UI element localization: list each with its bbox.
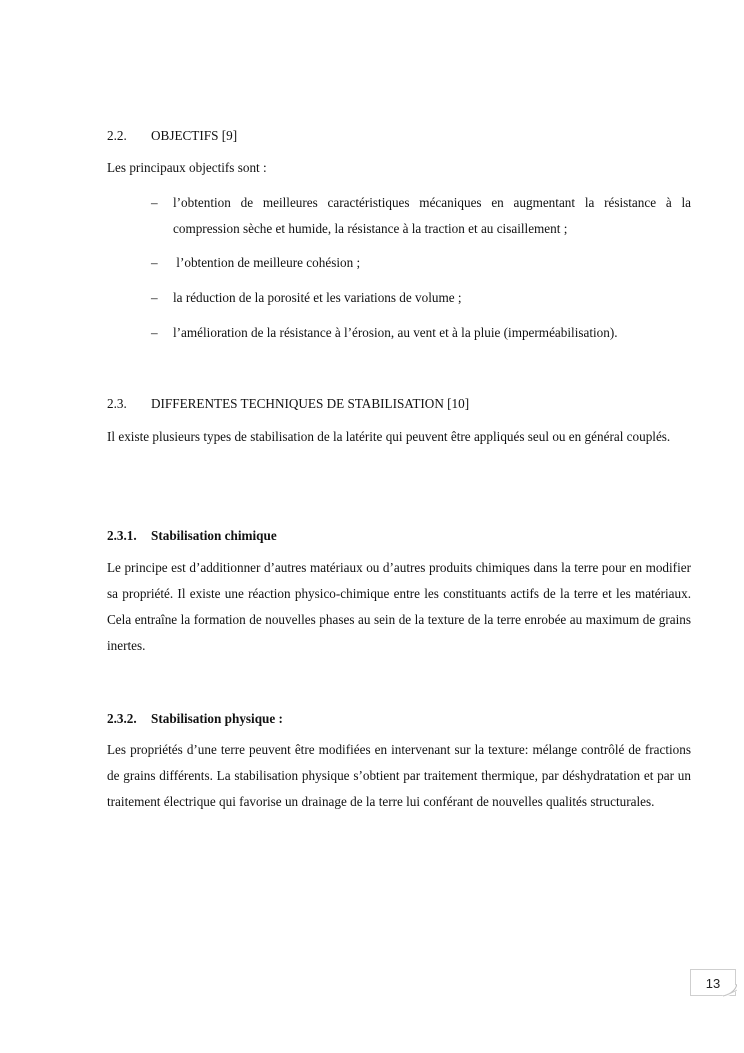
section-2-3-2-number: 2.3.2. [107, 711, 137, 726]
bullet-item-2: l’obtention de meilleure cohésion ; [173, 255, 361, 270]
section-2-3-paragraph: Il existe plusieurs types de stabilisation de la latérite qui peuvent être appliqués seul ou en général couplés. [107, 429, 671, 444]
section-2-2-intro: Les principaux objectifs sont : [107, 160, 267, 175]
section-2-2-heading [107, 128, 237, 144]
section-2-3-1-title: Stabilisation chimique [151, 528, 277, 543]
section-2-3-1-number: 2.3.1. [107, 528, 137, 543]
bullet-item-3: la réduction de la porosité et les variations de volume ; [173, 290, 462, 305]
section-2-3-title: DIFFERENTES TECHNIQUES DE STABILISATION [10] [151, 396, 470, 411]
section-2-3-2-paragraph: Les propriétés d’une terre peuvent être modifiées en intervenant sur la texture: mélange contrôlé de fractions de grains différents. La stabilisation physique s’obtient par traitement thermique, par déshydratation et par un traitement électrique qui favorise un drainage de la terre lui conférant de nouvelles qualités structurales. [107, 742, 691, 809]
page-number: 13 [690, 969, 736, 996]
section-2-3-2-title: Stabilisation physique : [151, 711, 283, 726]
section-2-2-number: 2.2. [107, 128, 127, 143]
bullet-marker: – [151, 290, 158, 305]
section-2-3-1-paragraph: Le principe est d’additionner d’autres matériaux ou d’autres produits chimiques dans la terre pour en modifier sa propriété. Il existe une réaction physico-chimique entre les constituants actifs de la terre et les matériaux. Cela entraîne la formation de nouvelles phases au sein de la texture de la terre enrobée au maximum de grains inertes. [107, 560, 691, 653]
bullet-item-4: l’amélioration de la résistance à l’érosion, au vent et à la pluie (imperméabilisation). [173, 325, 618, 340]
bullet-item-1: l’obtention de meilleures caractéristiques mécaniques en augmentant la résistance à la compression sèche et humide, la résistance à la traction et au cisaillement ; [173, 195, 691, 236]
bullet-marker: – [151, 195, 158, 210]
section-2-3-number: 2.3. [107, 396, 127, 411]
page-curl-icon [721, 984, 737, 997]
section-2-3-heading [107, 396, 469, 412]
section-2-2-title: OBJECTIFS [9] [151, 128, 238, 143]
section-2-3-1-heading [107, 528, 277, 544]
section-2-3-2-heading [107, 711, 283, 727]
bullet-marker: – [151, 325, 158, 340]
bullet-marker: – [151, 255, 158, 270]
